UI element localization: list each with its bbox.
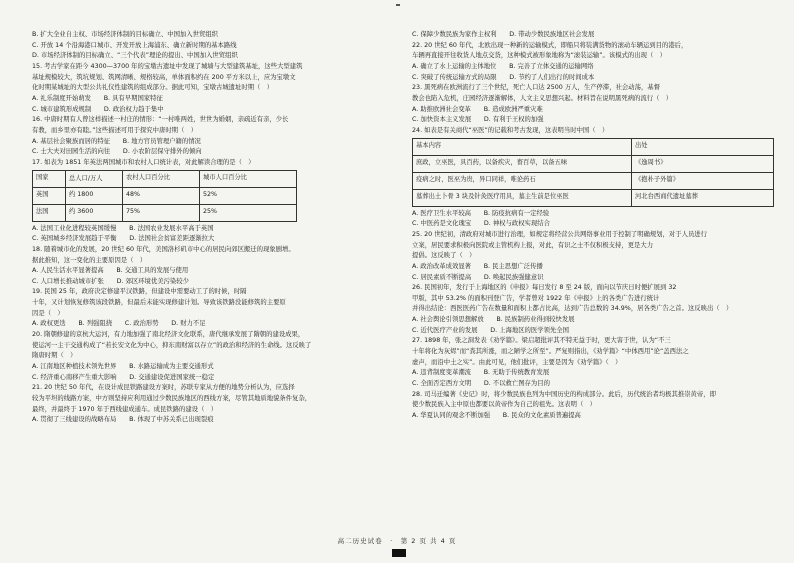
option-line: C. 突破了传统运输方式的局限 D. 节约了人们出行的时间成本: [412, 73, 595, 81]
option-line: A. 华夏认同的观念不断加强 B. 民众的文化素质普遍提高: [412, 412, 581, 420]
text-line: 基址规模较大，筑坑规划、筑网清晰、规格较高，单体面积约在 200 平方米以上，应为宝墩文: [32, 73, 296, 81]
text-line: 并得出结论：西医医药广告在数量和面积上都占比高，达到广告总数的 34.9%，居各类广告之首。这反映出（ ）: [412, 305, 733, 313]
text-line: 隋唐时期（ ）: [32, 352, 77, 360]
question-22: 22. 20 世纪 60 年代，北欧出现一种新的运输模式，即船只将装满货物的滚动车辆运到目的港后，: [412, 41, 688, 49]
table-row: [33, 187, 297, 204]
table-header-cell: 出处: [632, 138, 774, 155]
text-line: 使少数民族入主中原也都要以黄帝作为自己的祖先。这表明（ ）: [412, 401, 596, 409]
text-line: 十年将化为灰烬”而“粪其所涨，而之陋学之所至”。严复则指出，《劝学篇》“中体西用”论“盖西法之: [412, 348, 689, 356]
option-line: A. 社会舆论引领思想解放 B. 民族制药业得到较快发展: [412, 316, 575, 324]
table-row: [413, 155, 774, 172]
option-line: A. 确立了水上运输的主体地位 B. 完善了立体交通的运输网络: [412, 62, 594, 70]
table-header-cell: 基本内容: [413, 138, 632, 155]
table-cell: 48%: [123, 187, 200, 204]
option-line: C. 城市建筑形成规制 D. 政治权力趋于集中: [32, 105, 164, 113]
table-cell: 墓葬出土卜骨 3 块及针灸医疗用具，墓主生前是位巫医: [413, 189, 632, 206]
left-column: [32, 30, 404, 426]
table-cell: 25%: [200, 204, 297, 221]
option-line: C. 士大夫对田园生活的向往 D. 小农阶层保守排外的倾向: [32, 148, 202, 156]
text-line: 立案，居民要求积极向医院或主管机构上报，对此，有识之士不仅积极支持，更是大力: [412, 241, 654, 249]
option-line: A. 政治改革成效显著 B. 民主思想广泛传播: [412, 262, 543, 270]
option-line: A. 人民生活水平显著提高 B. 交通工具的发展与使用: [32, 267, 189, 275]
table-cell: 75%: [123, 204, 200, 221]
scan-bottom-mark: [392, 549, 406, 557]
table-header-cell: 总人口/万人: [66, 170, 123, 187]
question-24: 24. 如表是有关商代“巫医”的记载和考古发现，这表明当时中国（ ）: [412, 126, 609, 134]
option-line: A. 江南地区种植技术领先世界 B. 水路运输成为主要交通形式: [32, 363, 214, 371]
question-18: 18. 随着城市化的发展，20 世纪 60 年代，美国洛杉矶市中心的居民向郊区搬迁的现象剧增。: [32, 245, 295, 253]
question-28: 28. 司马迁编著《史记》时，将少数民族也列为中国历史的构成部分。此后，历代统治者均极其推崇黄帝，即: [412, 390, 716, 398]
text-line: B. 扩大全业自主权、市场经济体制的目标确立、中国加入世贸组织: [32, 31, 219, 38]
text-line: C. 开放 14 个沿海港口城市、开发开放上海浦东、确立新时期的基本路线: [32, 41, 237, 49]
table-cell: 52%: [200, 187, 297, 204]
question-26: 26. 民国初年，发行于上海地区的《申报》每日发行 8 至 24 版，面向以节庆日时便扩展到 32: [412, 284, 677, 292]
exam-page: [18, 30, 782, 543]
text-line: 据此推知，这一变化的主要原因是（ ）: [32, 256, 147, 264]
option-line: A. 医疗卫生水平较高 B. 防疫抗病有一定经验: [412, 209, 550, 217]
right-column: [412, 30, 784, 422]
page-footer: 高二历史试卷 · 第 2 页 共 4 页: [337, 537, 457, 545]
text-line: 车辆再直接开往收货人地点交货，这种模式被形象地称为“滚装运输”。该模式的出现（ ）: [412, 52, 666, 60]
text-line: 有教，而乡里亦有睦。”这些描述可用于探究中唐时期（ ）: [32, 126, 198, 134]
text-line: 使运河一主干交通构成了“若长安文化为中心，抑东南财富以存立”的政治和经济的生命线。这反映了: [32, 341, 312, 349]
table-row: [33, 204, 297, 221]
text-line: 提倡。这反映了（ ）: [412, 252, 476, 260]
right-lines: [412, 30, 784, 137]
table-cell: 疫病之时，医巫为贵，异口同祥，唯论药石: [413, 172, 632, 189]
table-cell: 庶政，立巫医，具百药，以备疾灾，畜百草，以备五味: [413, 155, 632, 172]
option-line: A. 基层社会聚族而居的特征 B. 地方官员管理户籍的情况: [32, 137, 201, 145]
table-row: [413, 172, 774, 189]
table-cell: 法国: [33, 204, 66, 221]
text-line: 化时期某城址的大型公共礼仪性建筑的组成部分。据此可知，宝墩古城遗址时期（ ）: [32, 84, 274, 92]
population-table: [32, 170, 297, 222]
question-19: 19. 民国 25 年，政府决定修建平汉铁路，但建设中需要动工了的时候，时隔: [32, 288, 247, 296]
option-line: A. 法国工业化进程较英国缓慢 B. 法国农业发展水平高于英国: [32, 224, 214, 232]
table-header-row: [413, 138, 774, 155]
right-lines-2: [412, 209, 784, 422]
text-line: 因是（ ）: [32, 309, 64, 317]
table-header-cell: 城市人口百分比: [200, 170, 297, 187]
table-cell: 约 3600: [66, 204, 123, 221]
option-line: C. 中医药是文化瑰宝 D. 神权与政权实现结合: [412, 220, 550, 228]
wuyi-table: [412, 138, 774, 207]
option-line: A. 礼乐制度开始萌发 B. 具有早期国家特征: [32, 94, 163, 102]
text-line: 十年，又计划恢复修筑该段铁路，但最后未能实现修建计划。导致该铁路没能修筑的主要原: [32, 299, 286, 307]
table-header-row: [33, 170, 297, 187]
left-lines: [32, 30, 404, 169]
table-cell: 英国: [33, 187, 66, 204]
option-line: A. 违背制度变革潮流 B. 无助于传统教育发展: [412, 369, 550, 377]
text-line: 甲版，其中 53.2% 的面积刊登广告，学者曾对 1922 年《申报》上的各类广告进行统计: [412, 294, 660, 302]
question-15: 15. 考古学家在距今 4300—3700 年的宝墩古遗址中发现了城墙与大型建筑基址，这些大型建筑: [32, 62, 303, 70]
table-cell: 约 1800: [66, 187, 123, 204]
option-line: C. 居民素质不断提高 D. 唤起民族强健意识: [412, 273, 544, 281]
text-line: D. 市场经济体制的目标确立、“三个代表”理论的提出、中国加入世贸组织: [32, 52, 238, 60]
question-21: 21. 20 世纪 50 年代，在设计成昆铁路建设方案时，苏联专家从方便的地势分析认为，应选择: [32, 384, 295, 392]
text-line: 教会也陷入危机，庄园经济逐渐解体，人文主义思想兴起。材料旨在说明黑死病的流行（ ）: [412, 94, 673, 102]
left-lines-2: [32, 224, 404, 426]
question-23: 23. 黑死病在欧洲流行了三个世纪，死亡人口达 2500 万人，生产停滞，社会动荡，基督: [412, 84, 660, 92]
option-line: C. 近代医疗产业的发展 D. 上海地区的医学领先全国: [412, 326, 569, 334]
question-16: 16. 中唐时期有人曾这样描述一村庄的情形：“一村唯两姓，世世为婚姻，亲疏近有亲，少长: [32, 116, 289, 124]
question-17: 17. 如表为 1851 年英法两国城市和农村人口统计表，对此解读合理的是（ ）: [32, 158, 255, 166]
text-line: 虚声，而沿中土之实”。由此可见，他们批评，主要是因为《劝学篇》（ ）: [412, 358, 622, 366]
table-header-cell: 农村人口百分比: [123, 170, 200, 187]
option-line: C. 英国城乡经济发展趋于平衡 D. 法国社会贫富差距逐渐拉大: [32, 235, 215, 243]
option-line: C. 保障少数民族为家作主权利 D. 带动少数民族地区社会发展: [412, 31, 595, 38]
option-line: C. 人口增长推动城市扩张 D. 郊区环境优美污染较少: [32, 277, 189, 285]
table-cell: 《抱朴子外篇》: [632, 172, 774, 189]
option-line: A. 政权更迭 B. 列强阻挠 C. 政治形势 D. 财力不足: [32, 320, 206, 328]
option-line: C. 经济重心南移产生重大影响 D. 交通建设促进国家统一稳定: [32, 373, 215, 381]
option-line: C. 加快资本主义发展 D. 有利于王权的加强: [412, 116, 544, 124]
text-line: 最终，并最终于 1970 年于西线建成通车。成昆铁路的建设（ ）: [32, 405, 218, 413]
question-25: 25. 20 世纪初，清政府对城市进行治理，如规定将经营公共网络事业用于控制了明确规划，对于人员进行: [412, 230, 707, 238]
table-header-cell: 国家: [33, 170, 66, 187]
table-cell: 河北台西商代遗址墓葬: [632, 189, 774, 206]
option-line: C. 全面否定西方文明 D. 不以救亡图存为目的: [412, 380, 550, 388]
option-line: A. 贯彻了三线建设的战略布局 B. 体现了中苏关系已出现裂痕: [32, 416, 214, 424]
question-20: 20. 隋朝修建的京杭大运河，有力地加强了南北经济文化联系，唐代继承发展了隋朝的建设成果，: [32, 331, 305, 339]
text-line: 较为平坦的线路方案，中方则坚持应利用通过少数民族地区的西线方案，尽管其地质地貌条件复杂，: [32, 395, 312, 403]
table-row: [413, 189, 774, 206]
scan-top-mark: [396, 4, 400, 6]
question-27: 27. 1898 年，张之洞发表《劝学篇》。梁启超批评其不特无益于时，更大害于世，认为“不三: [412, 337, 671, 345]
option-line: A. 助推欧洲社会变革 B. 造成欧洲严重灾难: [412, 105, 543, 113]
table-cell: 《逸周书》: [632, 155, 774, 172]
